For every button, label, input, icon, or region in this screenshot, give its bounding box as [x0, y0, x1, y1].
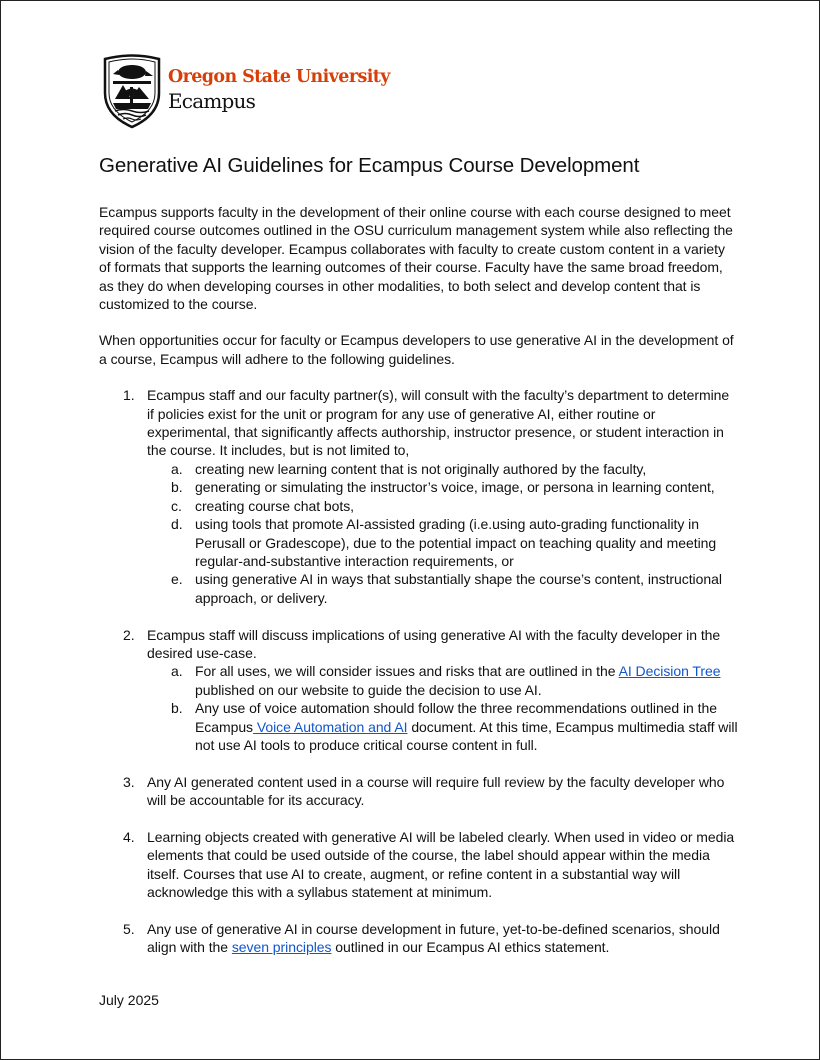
- osu-ecampus-logo: [101, 53, 390, 131]
- sub-item: [147, 699, 739, 754]
- sub-item: [147, 460, 739, 478]
- logo-university-name: Oregon State University: [168, 67, 390, 87]
- sub-item-text-before: Any use of voice automation should follow the three recommendations outlined in the Ecampus: [195, 700, 717, 735]
- sub-list: [147, 662, 739, 754]
- list-number: 2.: [123, 626, 135, 643]
- sub-item-text: using generative AI in ways that substantially shape the course’s content, instructional approach, or delivery.: [195, 571, 722, 606]
- guideline-item: [99, 626, 739, 755]
- guideline-text: Any AI generated content used in a course will require full review by the faculty developer who will be accountable for its accuracy.: [147, 773, 725, 809]
- list-letter: d.: [171, 516, 183, 533]
- seven-principles-link[interactable]: seven principles: [231, 939, 332, 956]
- sub-item: [147, 662, 739, 699]
- sub-list: [147, 460, 739, 607]
- document-date: July 2025: [99, 992, 159, 1008]
- sub-item: [147, 478, 739, 496]
- list-letter: b.: [171, 479, 183, 496]
- intro-paragraph: Ecampus supports faculty in the development of their online course with each course designed to meet required course outcomes outlined in the OSU curriculum management system while also reflecting the vision of the faculty developer. Ecampus collaborates with faculty to create custom content in a variety of formats that supports the learning outcomes of their course. Faculty have the same broad freedom, as they do when developing courses in other modalities, to both select and develop content that is customized to the course.: [99, 204, 733, 313]
- sub-item: [147, 497, 739, 515]
- sub-item-text-after: document. At this time, Ecampus multimedia staff will not use AI tools to produce critical course content in full.: [195, 718, 738, 753]
- sub-item: [147, 570, 739, 607]
- list-number: 5.: [123, 920, 135, 937]
- list-letter: b.: [171, 700, 183, 717]
- ai-decision-tree-link[interactable]: AI Decision Tree: [618, 663, 721, 680]
- osu-seal-icon: [101, 53, 163, 129]
- sub-item-text-after: published on our website to guide the decision to use AI.: [195, 681, 542, 698]
- guideline-item: [99, 920, 739, 957]
- sub-item-text-before: For all uses, we will consider issues and risks that are outlined in the: [195, 663, 619, 680]
- guidelines-intro-paragraph: When opportunities occur for faculty or Ecampus developers to use generative AI in the development of a course, Ecampus will adhere to the following guidelines.: [99, 332, 734, 367]
- guideline-item: [99, 386, 739, 607]
- document-title: Generative AI Guidelines for Ecampus Course Development: [99, 154, 640, 177]
- sub-item-text: creating course chat bots,: [195, 497, 355, 514]
- sub-item: [147, 515, 739, 570]
- list-number: 4.: [123, 828, 135, 845]
- guideline-text-before: Any use of generative AI in course development in future, yet-to-be-defined scenarios, should align with the: [147, 920, 720, 956]
- guideline-item: [99, 828, 739, 902]
- sub-item-text: generating or simulating the instructor’s voice, image, or persona in learning content,: [195, 479, 715, 496]
- list-letter: e.: [171, 571, 183, 588]
- list-letter: a.: [171, 460, 183, 477]
- list-number: 3.: [123, 773, 135, 790]
- list-letter: c.: [171, 497, 182, 514]
- guideline-text: Learning objects created with generative AI will be labeled clearly. When used in video or media elements that could be used outside of the course, the label should appear within the media itself. Courses that use AI to create, augment, or refine content in a substantial way will acknowledge this with a syllabus statement at minimum.: [147, 828, 735, 901]
- list-number: 1.: [123, 387, 135, 404]
- guideline-item: [99, 773, 739, 810]
- guidelines-list: [99, 386, 739, 957]
- list-letter: a.: [171, 663, 183, 680]
- guideline-text: Ecampus staff and our faculty partner(s), will consult with the faculty’s department to determine if policies exist for the unit or program for any use of generative AI, either routine or experimental, that significantly affects authorship, instructor presence, or student interaction in the course. It includes, but is not limited to,: [147, 387, 730, 459]
- guideline-text: Ecampus staff will discuss implications of using generative AI with the faculty developer in the desired use-case.: [147, 626, 721, 661]
- sub-item-text: creating new learning content that is not originally authored by the faculty,: [195, 460, 647, 477]
- logo-unit-name: Ecampus: [168, 89, 256, 113]
- guideline-text-after: outlined in our Ecampus AI ethics statement.: [331, 939, 610, 956]
- voice-automation-link[interactable]: Voice Automation and AI: [253, 718, 408, 735]
- document-body: [99, 203, 739, 975]
- sub-item-text: using tools that promote AI-assisted grading (i.e.using auto-grading functionality in Perusall or Gradescope), due to the potential impact on teaching quality and meeting regular-and-substantive interaction requirements, or: [195, 516, 717, 569]
